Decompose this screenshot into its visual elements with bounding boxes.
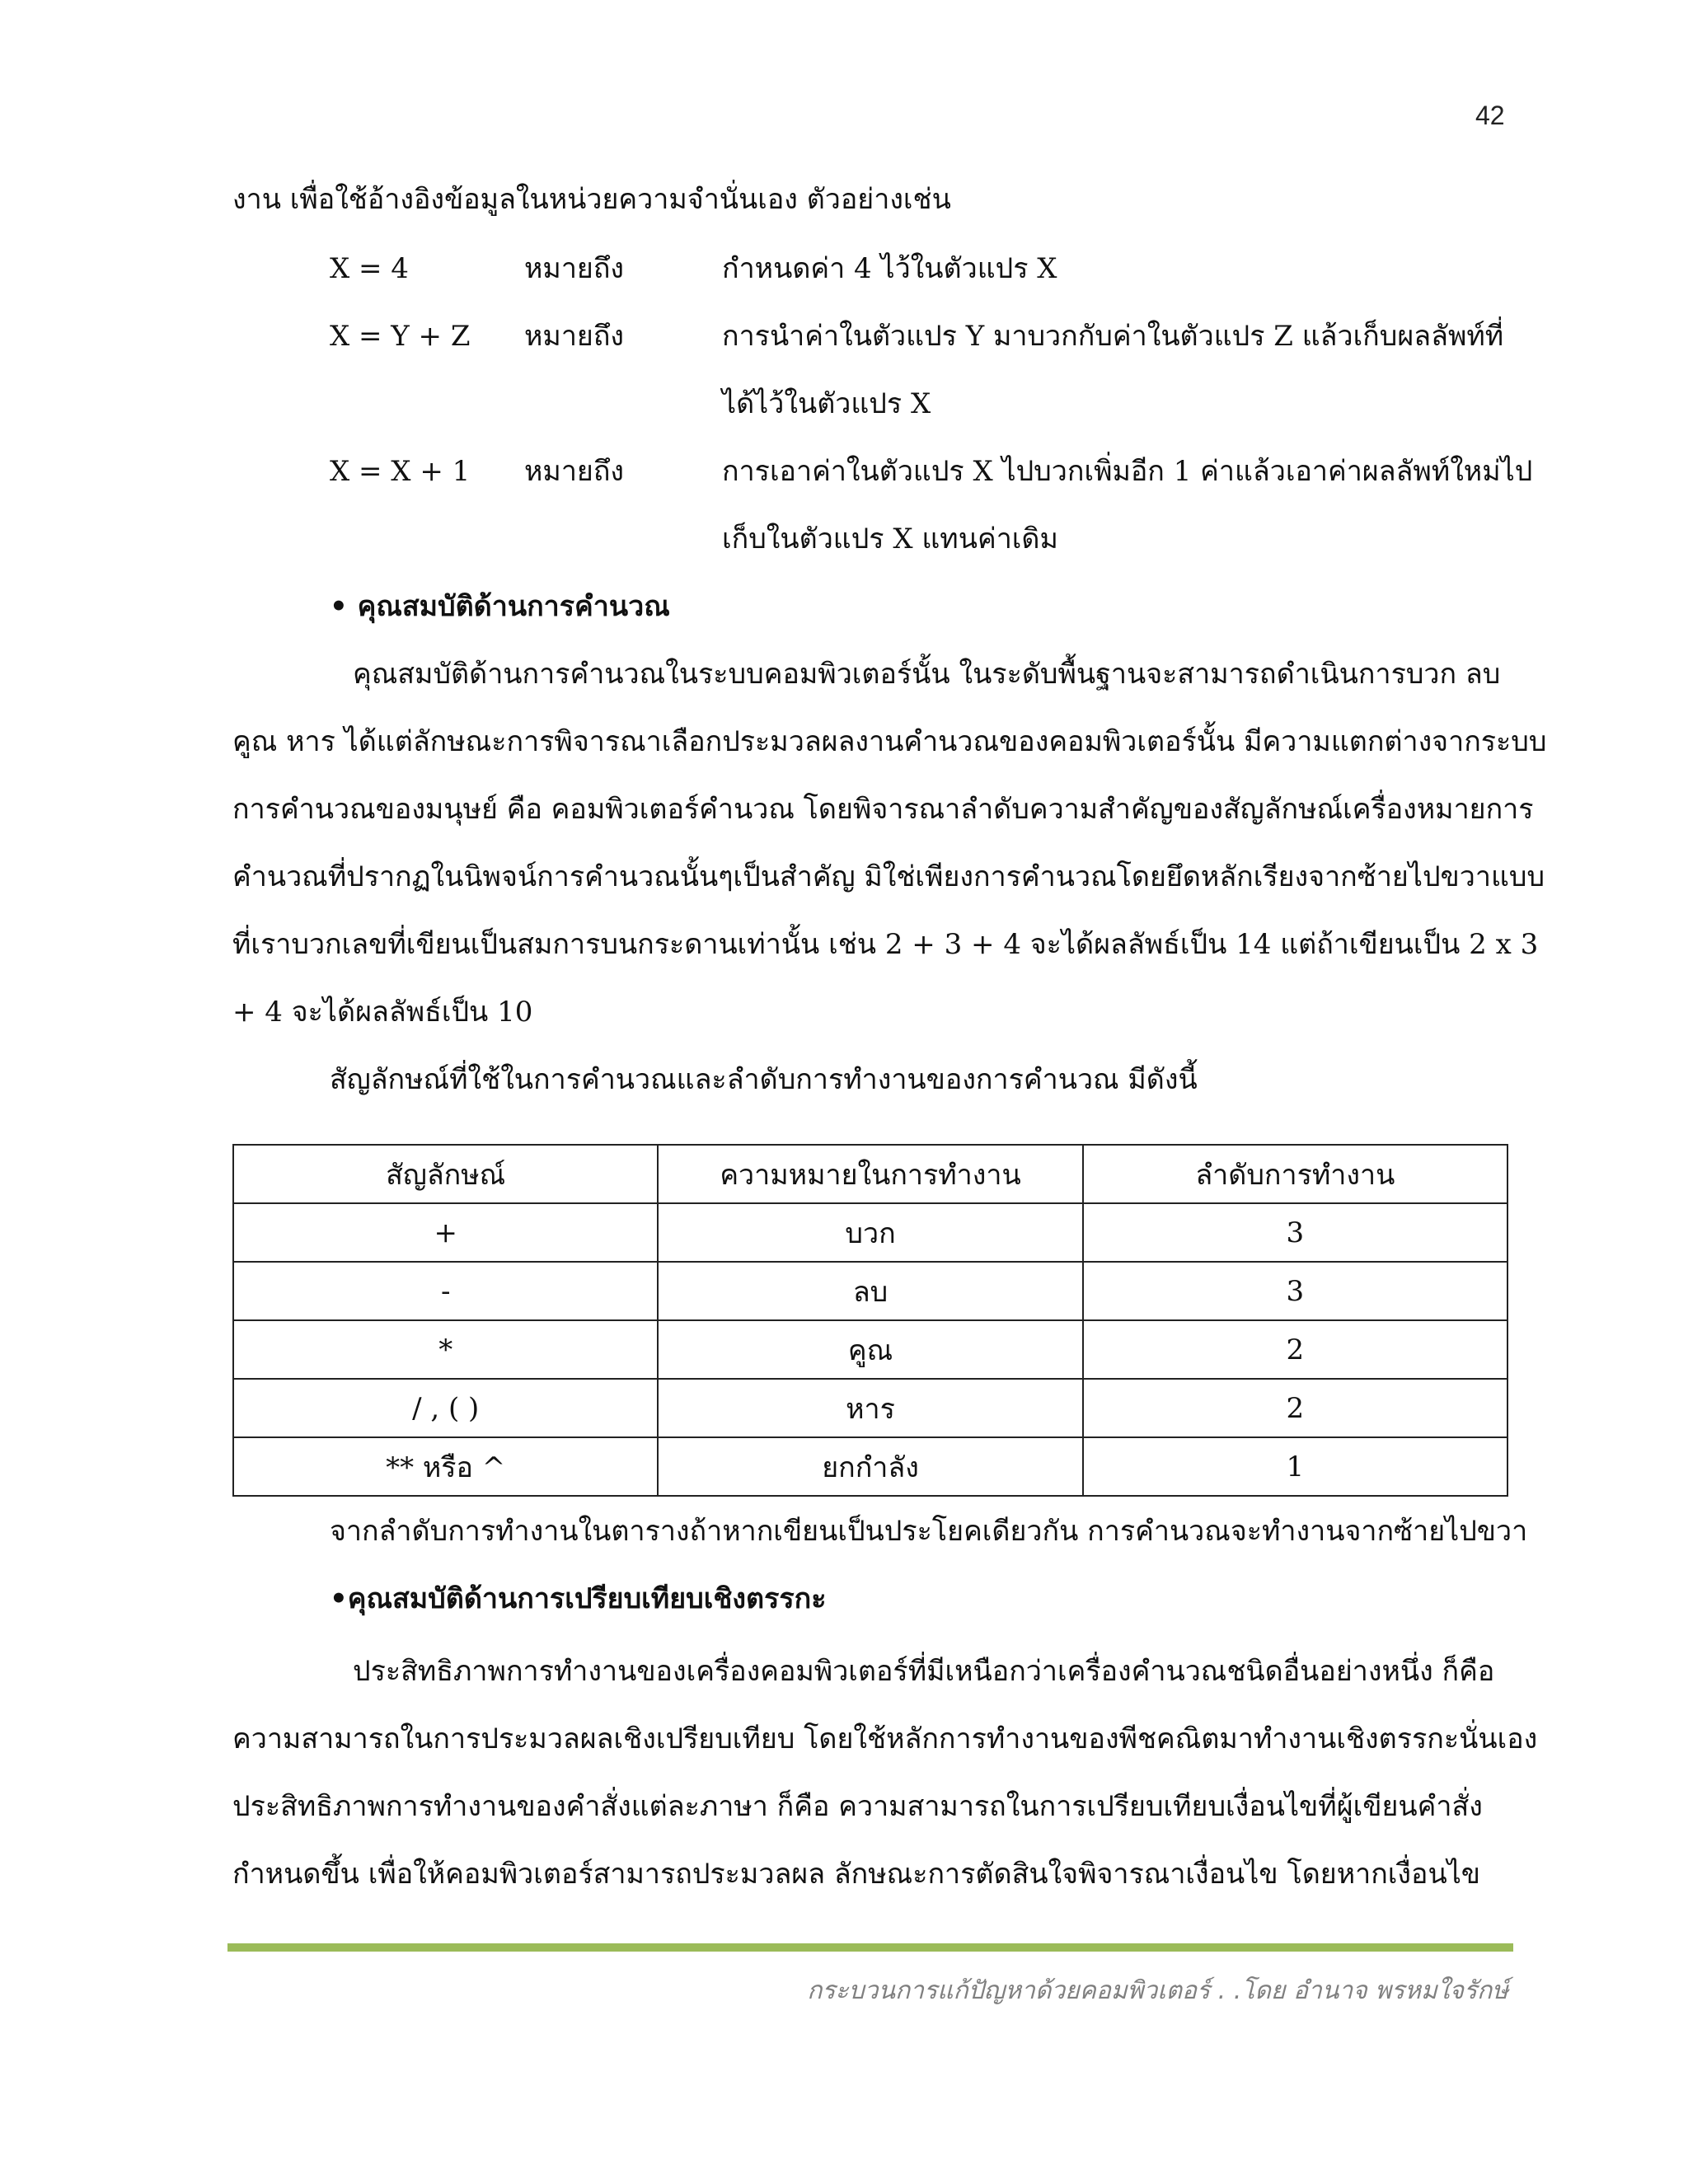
table-intro: สัญลักษณ์ที่ใช้ในการคำนวณและลำดับการทำงานของการคำนวณ มีดังนี้ bbox=[330, 1063, 1198, 1096]
table-cell: 3 bbox=[1083, 1262, 1507, 1320]
definition-desc: กำหนดค่า 4 ไว้ในตัวแปร X bbox=[722, 252, 1057, 285]
paragraph-line: การคำนวณของมนุษย์ คือ คอมพิวเตอร์คำนวณ โดยพิจารณาลำดับความสำคัญของสัญลักษณ์เครื่องหมายการ bbox=[232, 793, 1534, 826]
table-cell: หาร bbox=[658, 1379, 1082, 1437]
table-cell: + bbox=[233, 1203, 658, 1262]
table-cell: 3 bbox=[1083, 1203, 1507, 1262]
definition-means: หมายถึง bbox=[524, 320, 625, 353]
definition-term: X = X + 1 bbox=[330, 455, 471, 488]
table-cell: - bbox=[233, 1262, 658, 1320]
definition-desc: เก็บในตัวแปร X แทนค่าเดิม bbox=[722, 523, 1058, 555]
table-cell: * bbox=[233, 1320, 658, 1379]
table-cell: ** หรือ ^ bbox=[233, 1437, 658, 1496]
table-cell: 1 bbox=[1083, 1437, 1507, 1496]
definition-desc: การเอาค่าในตัวแปร X ไปบวกเพิ่มอีก 1 ค่าแล้วเอาค่าผลลัพท์ใหม่ไป bbox=[722, 455, 1533, 488]
paragraph-line: คุณสมบัติด้านการคำนวณในระบบคอมพิวเตอร์นั้น ในระดับพื้นฐานจะสามารถดำเนินการบวก ลบ bbox=[353, 658, 1501, 691]
table-row bbox=[233, 1437, 1507, 1496]
definition-term: X = Y + Z bbox=[330, 320, 471, 353]
table-cell: / , ( ) bbox=[233, 1379, 658, 1437]
definition-desc: ได้ไว้ในตัวแปร X bbox=[722, 387, 931, 420]
paragraph-line: + 4 จะได้ผลลัพธ์เป็น 10 bbox=[232, 996, 533, 1029]
after-table-text: จากลำดับการทำงานในตารางถ้าหากเขียนเป็นประโยคเดียวกัน การคำนวณจะทำงานจากซ้ายไปขวา bbox=[330, 1515, 1528, 1548]
paragraph-line: กำหนดขึ้น เพื่อให้คอมพิวเตอร์สามารถประมวลผล ลักษณะการตัดสินใจพิจารณาเงื่อนไข โดยหากเงื่อนไข bbox=[232, 1858, 1481, 1891]
table-cell: บวก bbox=[658, 1203, 1082, 1262]
paragraph-line: ประสิทธิภาพการทำงานของเครื่องคอมพิวเตอร์ที่มีเหนือกว่าเครื่องคำนวณชนิดอื่นอย่างหนึ่ง ก็คือ bbox=[353, 1655, 1495, 1688]
footer-text: กระบวนการแก้ปัญหาด้วยคอมพิวเตอร์ . .โดย อำนาจ พรหมใจรักษ์ bbox=[807, 1976, 1508, 2005]
table-header: สัญลักษณ์ bbox=[233, 1145, 658, 1203]
table-cell: 2 bbox=[1083, 1320, 1507, 1379]
table-row bbox=[233, 1379, 1507, 1437]
table-cell: 2 bbox=[1083, 1379, 1507, 1437]
table-header-row bbox=[233, 1145, 1507, 1203]
table-cell: ลบ bbox=[658, 1262, 1082, 1320]
section-heading-logic: •คุณสมบัติด้านการเปรียบเทียบเชิงตรรกะ bbox=[330, 1582, 827, 1615]
table-row bbox=[233, 1262, 1507, 1320]
definition-means: หมายถึง bbox=[524, 252, 625, 285]
paragraph-line: คูณ หาร ได้แต่ลักษณะการพิจารณาเลือกประมวลผลงานคำนวณของคอมพิวเตอร์นั้น มีความแตกต่างจากระบบ bbox=[232, 725, 1547, 758]
page-number: 42 bbox=[1475, 101, 1505, 130]
footer-rule bbox=[227, 1943, 1513, 1952]
table-header: ลำดับการทำงาน bbox=[1083, 1145, 1507, 1203]
paragraph-line: ความสามารถในการประมวลผลเชิงเปรียบเทียบ โดยใช้หลักการทำงานของพีชคณิตมาทำงานเชิงตรรกะนั่นเอง bbox=[232, 1722, 1538, 1755]
section-heading-calculation: • คุณสมบัติด้านการคำนวณ bbox=[330, 590, 670, 623]
definition-means: หมายถึง bbox=[524, 455, 625, 488]
table-row bbox=[233, 1320, 1507, 1379]
table-row bbox=[233, 1203, 1507, 1262]
table-header: ความหมายในการทำงาน bbox=[658, 1145, 1082, 1203]
paragraph-line: ที่เราบวกเลขที่เขียนเป็นสมการบนกระดานเท่านั้น เช่น 2 + 3 + 4 จะได้ผลลัพธ์เป็น 14 แต่ถ้าเขียนเป็น 2 x 3 bbox=[232, 928, 1539, 961]
intro-line: งาน เพื่อใช้อ้างอิงข้อมูลในหน่วยความจำนั่นเอง ตัวอย่างเช่น bbox=[232, 183, 951, 216]
operator-precedence-table bbox=[232, 1144, 1508, 1497]
definition-desc: การนำค่าในตัวแปร Y มาบวกกับค่าในตัวแปร Z แล้วเก็บผลลัพท์ที่ bbox=[722, 320, 1504, 353]
paragraph-line: ประสิทธิภาพการทำงานของคำสั่งแต่ละภาษา ก็คือ ความสามารถในการเปรียบเทียบเงื่อนไขที่ผู้เขียนคำสั่ง bbox=[232, 1790, 1483, 1823]
paragraph-line: คำนวณที่ปรากฏในนิพจน์การคำนวณนั้นๆเป็นสำคัญ มิใช่เพียงการคำนวณโดยยึดหลักเรียงจากซ้ายไปขวาแบบ bbox=[232, 860, 1545, 893]
table-cell: ยกกำลัง bbox=[658, 1437, 1082, 1496]
table-cell: คูณ bbox=[658, 1320, 1082, 1379]
definition-term: X = 4 bbox=[330, 252, 409, 285]
